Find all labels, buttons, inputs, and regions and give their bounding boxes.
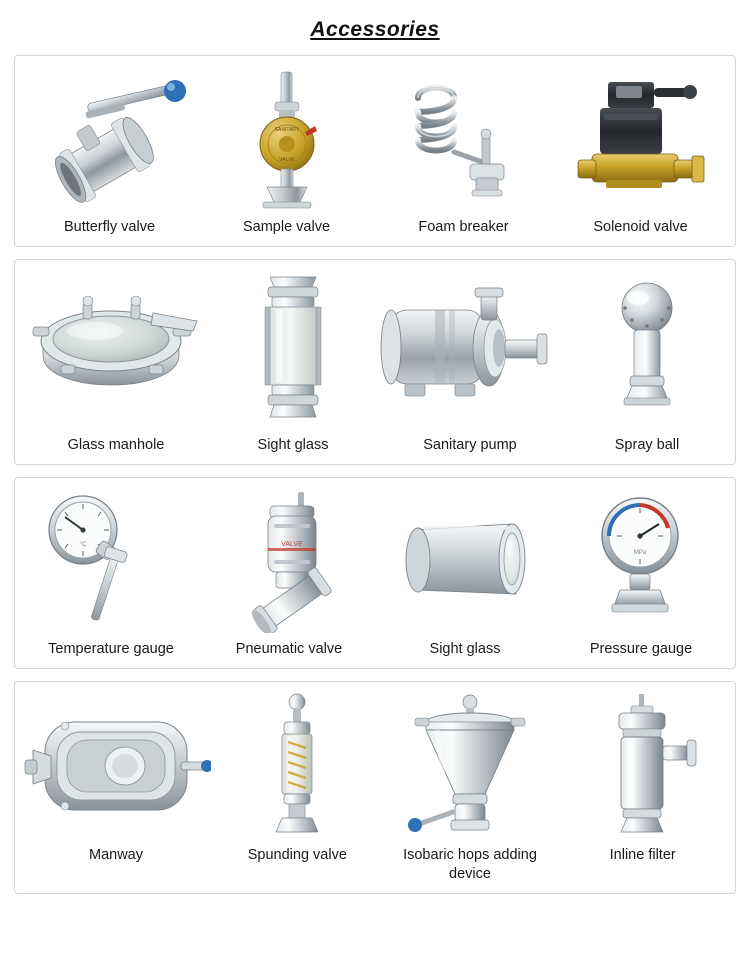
accessory-label: Butterfly valve [63, 219, 156, 235]
spray-ball-icon [565, 268, 729, 430]
butterfly-valve-icon [21, 64, 198, 212]
temperature-gauge-icon [21, 486, 201, 634]
accessory-item-temperature-gauge[interactable] [21, 486, 201, 662]
accessory-row [14, 259, 736, 465]
accessory-label: Manway [89, 847, 143, 864]
svg-text:SANITARY: SANITARY [274, 126, 299, 133]
sample-valve-icon [198, 64, 375, 212]
accessory-item-manway[interactable] [21, 690, 211, 886]
accessory-item-sight-glass-tubular[interactable] [211, 268, 375, 458]
accessory-item-spray-ball[interactable] [565, 268, 729, 458]
accessory-label: Pneumatic valve [235, 641, 343, 658]
accessory-item-isobaric-hops-adding-device[interactable] [384, 690, 557, 886]
accessory-label: Foam breaker [418, 219, 509, 235]
svg-text:°C: °C [79, 541, 87, 548]
accessory-item-inline-filter[interactable] [556, 690, 729, 886]
svg-text:VALVE: VALVE [278, 156, 295, 163]
manway-icon [21, 690, 211, 840]
accessory-row [14, 477, 736, 669]
svg-text:MPa: MPa [633, 549, 647, 556]
accessory-row [14, 55, 736, 247]
accessory-item-sanitary-pump[interactable] [375, 268, 565, 458]
accessory-item-pneumatic-valve[interactable] [201, 486, 377, 662]
accessory-item-butterfly-valve[interactable] [21, 64, 198, 240]
accessory-label: Sight glass [257, 437, 329, 454]
sight-glass-flange-icon [377, 486, 553, 634]
pressure-gauge-icon [553, 486, 729, 634]
accessory-label: Sanitary pump [423, 437, 517, 454]
accessory-label: Temperature gauge [48, 641, 174, 658]
glass-manhole-icon [21, 268, 211, 430]
foam-breaker-icon [375, 64, 552, 212]
accessory-row [14, 681, 736, 893]
accessory-label: Glass manhole [67, 437, 165, 454]
accessory-item-sight-glass-flange[interactable] [377, 486, 553, 662]
solenoid-valve-icon [552, 64, 729, 212]
accessory-item-solenoid-valve[interactable] [552, 64, 729, 240]
sight-glass-tubular-icon [211, 268, 375, 430]
accessory-label: Inline filter [609, 847, 676, 864]
svg-text:VALVE: VALVE [281, 540, 303, 548]
accessory-label: Isobaric hops adding device [403, 847, 537, 882]
pneumatic-valve-icon [201, 486, 377, 634]
accessory-item-foam-breaker[interactable] [375, 64, 552, 240]
accessory-item-spunding-valve[interactable] [211, 690, 384, 886]
spunding-valve-icon [211, 690, 384, 840]
accessory-label: Spunding valve [247, 847, 347, 864]
page-title: Accessories [310, 18, 440, 41]
accessory-item-glass-manhole[interactable] [21, 268, 211, 458]
accessory-label: Sample valve [242, 219, 331, 235]
isobaric-hops-adding-device-icon [384, 690, 557, 840]
accessory-label: Pressure gauge [589, 641, 693, 658]
accessory-item-sample-valve[interactable] [198, 64, 375, 240]
inline-filter-icon [556, 690, 729, 840]
accessory-item-pressure-gauge[interactable] [553, 486, 729, 662]
accessory-label: Solenoid valve [593, 219, 688, 235]
accessory-label: Sight glass [429, 641, 501, 658]
sanitary-pump-icon [375, 268, 565, 430]
accessory-label: Spray ball [614, 437, 680, 454]
